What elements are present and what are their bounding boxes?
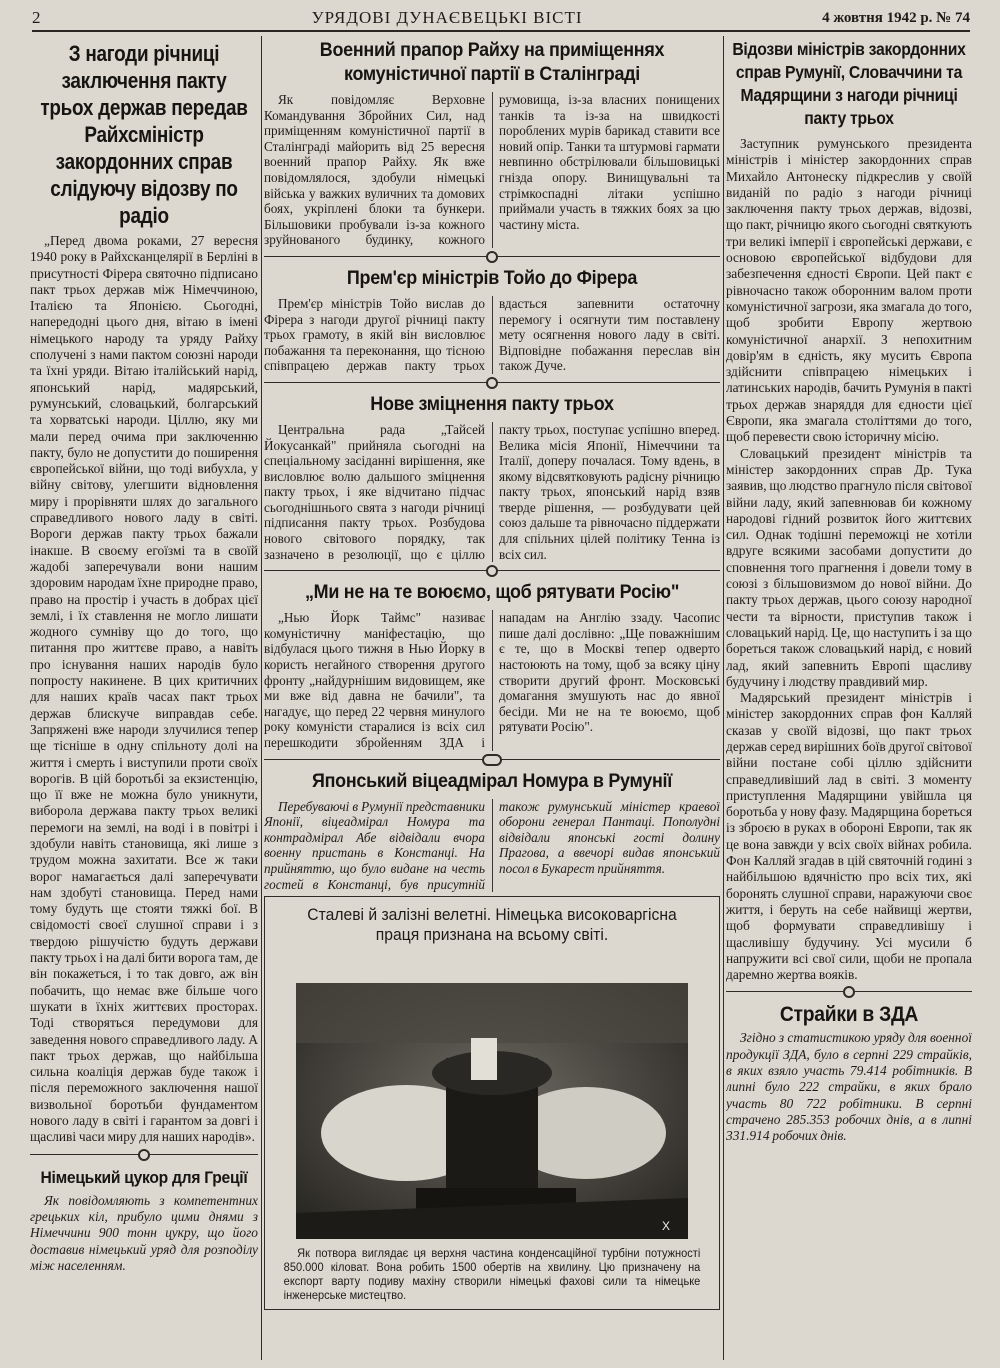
separator — [30, 1149, 258, 1161]
separator — [264, 754, 720, 766]
left-column — [30, 36, 258, 1362]
photo-headline: Сталеві й залізні велетні. Німецька високоваргісна праця признана на всьому світі. — [307, 906, 677, 945]
separator — [264, 377, 720, 389]
headline-nomura-romania: Японський віцеадмірал Номура в Румунії — [311, 769, 672, 792]
separator — [264, 565, 720, 577]
newspaper-title: УРЯДОВІ ДУНАЄВЕЦЬКІ ВІСТІ — [311, 8, 583, 27]
article-body-slovakia: Словацький президент міністрів та міністер закордонних справ Др. Тука заявив, що людство прагнуло після світової війни ладу, який запевнював би кожному народові гідний розвиток його життєвих сил. Однак тодішні переможці не хотіли вдруге всякими засобами допустити до сповнення того прагнення і довели тому в союзі з більшовизмом до нової війни. До пакту трьох держав, цього союзу народної чести та вірности, приступив також і словацький нарід. Це, що наступить і за що бореться також словацький нарід, є новий лад, який запевнить Европі щасливу будучину і людству правдивий мир. — [726, 445, 972, 689]
article-tojo — [264, 296, 720, 374]
turbine-photo — [296, 983, 688, 1239]
masthead — [32, 6, 970, 32]
article-body-hungary: Мадярський президент міністрів і міністер закордонних справ фон Калляй сказав у своїй відозві, що пакт трьох держав серед вирішних боїв другої світової війни постане собі ціллю здійснити справедливіший лад в світі. З моменту приступлення Мадярщини увійшла ця боротьба у нову фазу. Мадярщина бореться із зброєю в руках в обороні Европи, так як це вона завжди у всіх своїх війнах робила. Фон Калляй згадав в цій святочній годині з найбільшою вдячністю про всіх тих, які боронять слушної справи, наражуючи своє життя, і беруть на себе найвищі жертви, щоб формувати справедливішу і щасливішу будучину. Усі мусили б напружити всі свої сили, щоби не пропала даремно жертва вояків. — [726, 690, 972, 983]
article-body-russia: „Нью Йорк Таймс" називає комуністичну маніфестацію, що відбулася цього тижня в Нью Йорку в користь негайного створення другого фронту „найдурнішим видовищем, яке ми вже від давна не бачили", та нагадує, що перед 22 червня минулого року комуністи старалися із всіх сил перешкодити збройенням ЗДА і нападам на Англію ззаду. Часопис пише далі дослівно: „Ще поважнішим є те, що в Москві тепер одверто настоюють на тому, щоб за всяку ціну створити другий фронт. Московські домагання змушують нас до явної бесіди. Ми не на те воюємо, щоб рятувати Росію". — [264, 610, 720, 750]
article-body-tojo: Прем'єр міністрів Тойо вислав до Фірера з нагоди другої річниці пакту трьох грамоту, в якій він висловлює побажання та переконання, що тісною співпрацею держав пакту трьох вдасться запевнити остаточну перемогу і осягнути тим поставлену мету осягнення нового ладу в світі. Відповідне побажання переслав він також Дуче. — [264, 295, 720, 374]
headline-ribbentrop-appeal: З нагоди річниці заключення пакту трьох держав передав Райхсміністр закордонних справ слідуючу відозву по радіо — [40, 41, 248, 228]
separator — [264, 251, 720, 263]
headline-pact-strengthening: Нове зміцнення пакту трьох — [370, 392, 614, 415]
headline-sugar-greece: Німецький цукор для Греції — [40, 1167, 248, 1187]
article-body-romania: Заступник румунського президента міністрів і міністер закордонних справ Михайло Антонеску підкреслив у своїй виданій по радіо з нагоди річниці заключення пакту трьох держав, відозві, що пакт, річницю якого сьогодні святкують три великі імперії і європейські держави, є основою європейської відбудови для забезпечення єдності Європи. Цей пакт є рівночасно також оборонним валом проти комуністичної загрози, яка змагала до того, щоб зробити Европу жертвою комуністичної анархії. З непохитним довір'ям в єдність, яку мусить Європа здійснити співпрацею німецьких і латинських народів, бачить Румунія в пакті трьох держав знаряддя для єдности цієї Європи, яка змагала століттями до того, щоб перевести свою історичну місію. — [726, 136, 972, 445]
article-body-pact: Центральна рада „Тайсей Йокусанкай" прийняла сьогодні на спеціальному засіданні вирішення, яке висловлює волю дальшого зміцнення пакту трьох, і яке відчитано підчас сьогоднішнього свята з нагоди річниці підписання пакту трьох. Розбудова нового світового порядку, так зазначено в резолюції, що є ціллю пакту трьох, поступає успішно вперед. Велика місія Японії, Німеччини та Італії, доперу почалася. Тому вдень, в якому відсвятковують радісну річницю пакту трьох, японський нарід взяв тверде рішення, — розбудувати цей союз дальше та рівночасно піддержати для спільних цілей політику Тенна із всіх сил. — [264, 421, 720, 562]
photo-feature — [264, 896, 720, 1310]
article-body-nomura: Перебуваючі в Румунії представники Японії, віцеадмірал Номура та контрадмірал Абе відвідали вчора военну пристань в Констанці. На прийняттю, що було видане на честь гостей в Констанці, був присутній також румунський міністер краевої оборони генерал Пантаці. Пополудні відвідали японські гості долину Прагова, а ввечорі видав японський посол в Букарест прийняття. — [264, 798, 720, 892]
column-rule — [723, 36, 724, 1360]
article-body-strikes: Згідно з статистикою уряду для военної продукції ЗДА, було в серпні 229 страйків, в яких взяло участь 79.414 робітників. В липні було 222 страйки, в яких брало участь 80 722 робітники. В серпні страчено 285.353 робочих днів, а в липні 331.914 робочих днів. — [726, 1030, 972, 1144]
headline-ministers-appeals: Відозви міністрів закордонних справ Румунії, Словаччини та Мадярщини з нагоди річниці пакту трьох — [732, 39, 966, 128]
article-stalingrad — [264, 92, 720, 248]
column-rule — [261, 36, 262, 1360]
headline-stalingrad-flag: Военний прапор Райху на приміщеннях комуністичної партії в Сталінграді — [319, 39, 665, 85]
photo-mark: X — [661, 1219, 670, 1234]
article-body-stalingrad: Як повідомляє Верховне Командування Збройних Сил, над приміщенням комуністичної партії в Сталінграді майорить від 25 вересня военний прапор Райху. Як вже повідомлялося, здобули німецькі війська у важких вуличних та домових боях, укріплені блоки та бункери. Більшовики пробували із-за кожного зруйнованого будинку, кожного румовища, із-за власних понищених танків та із-за на швидкості пороблених мурів барикад ставити все новий опір. Танки та штурмові гармати невпинно обстрілювали більшовицькі гнізда опору. Винищувальні та стрімкоспадні літаки успішно приймали участь в тяжких боях за цю частину міста. — [264, 92, 720, 248]
page-number: 2 — [32, 8, 41, 27]
article-russia — [264, 610, 720, 750]
middle-column — [264, 36, 720, 1362]
photo-caption: Як потвора виглядає ця верхня частина конденсаційної турбіни потужності 850.000 кіловат. Вона робить 1500 обертів на хвилину. Цю призначену на експорт варту подиву махіну створили німецькі фахові сили та німецьке інженерське мистецтво. — [283, 1248, 701, 1303]
right-column — [726, 36, 972, 1362]
article-body-appeal: „Перед двома роками, 27 вересня 1940 року в Райхсканцелярії в Берліні в присутності Фірера святочно підписано пакт трьох держав між Німеччиною, Італією та Японією. Сьогодні, напередодні цього дня, вітаю в імені німецького народу та уряду Райху сполучені з нами пактом союзні народи та їхні уряди. Вітаю італійський нарід, японський нарід, мадярський, румунський, словацький, болгарський та хорватські народи. Ціллю, яку ми мали перед очима при заключенню пакту, було не допустити до поширення європейської війни, що тоді вибухла, у війну світову, улегшити відновлення миру і прорівняти шлях до загального справедливого нового ладу в світі. Вороги держав пакту трьох бажали інакше. В своєму егоїзмі та в своїй жадобі заперечували вони нашим здоровим народам їхне природне право, право на простір і участь в добрах цієї землі, і їх ставлення не могло лишати жодного сумніву що до того, що питання про життєве право, а навіть про існування наших народів було попросту накинене. В цих критичних для наших країв часах пакт трьох держав блискуче виправдав себе. Запряжені вже народи злучилися тепер ще тісніше в одну спільноту долі на життя і смерть і виступили проти своїх ворогів. В цій боротьбі за екзистенцію, що її вже не можна було уникнути, виборола держава пакту трьох великі перемоги на землі, на воді і в повітрі і здобули навіть становища, які лише з трудом можна захитати. Все ж таки ворог намагається далі заперечувати нам здобуті становища. Перед нами тому будуть ще стояти тяжкі бої. В свідомості своєї слушної справи і з твердою рішучістю будуть держави пакту трьох і на далі бити ворога там, де він покажеться, і то так довго, аж він побачить, що немає вже більше чого шукати в їхніх життєвих просторах. Тоді створяться передумови для заведення нового справедливого ладу. А пакт трьох держав, що найбільша сильна коаліція держав буде також і після переможного заключення нашої визвольної боротьби фундаментом нового ладу в світі і гарантом за довгі і щасливі часи миру для наших народів». — [30, 233, 258, 1145]
article-body-sugar: Як повідомляють з компетентних грецьких кіл, прибуло цими днями з Німеччини 900 тонн цукру, що його доставив німецький уряд для розподілу між населенням. — [30, 1192, 258, 1273]
separator — [726, 986, 972, 998]
headline-tojo-fuhrer: Прем'єр міністрів Тойо до Фірера — [346, 266, 638, 289]
headline-not-saving-russia: „Ми не на те воюємо, щоб рятувати Росію" — [304, 581, 680, 604]
issue-date: 4 жовтня 1942 р. № 74 — [822, 9, 970, 26]
article-pact — [264, 422, 720, 562]
headline-us-strikes: Страйки в ЗДА — [779, 1003, 919, 1027]
article-nomura — [264, 799, 720, 893]
